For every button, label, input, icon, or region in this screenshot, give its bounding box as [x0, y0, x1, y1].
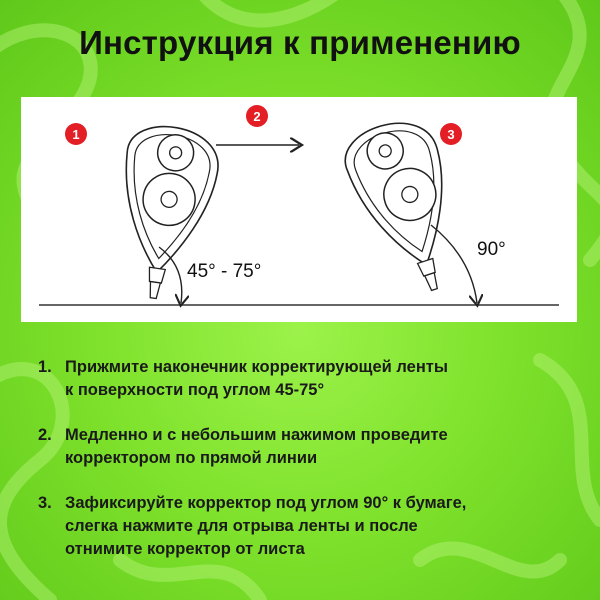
page-title: Инструкция к применению [79, 24, 521, 61]
instruction-diagram [21, 97, 577, 322]
angle-label-2: 90° [477, 239, 506, 260]
angle-label-1: 45° - 75° [187, 261, 262, 282]
svg-text:3: 3 [447, 127, 455, 142]
step-1 [38, 356, 578, 402]
step-text: Зафиксируйте корректор под углом 90° к бумаге, слегка нажмите для отрыва ленты и после отнимите корректор от листа [65, 494, 467, 558]
step-number: 3. [38, 494, 52, 512]
instruction-steps [38, 356, 578, 583]
step-badge-1 [65, 123, 87, 145]
step-badge-2 [246, 105, 268, 127]
step-number: 1. [38, 358, 52, 376]
step-2 [38, 424, 578, 470]
step-3 [38, 492, 578, 561]
svg-text:1: 1 [72, 127, 80, 142]
angle-arc-2 [431, 225, 477, 303]
svg-text:2: 2 [253, 109, 261, 124]
step-badge-3 [440, 123, 462, 145]
step-text: Медленно и с небольшим нажимом проведите корректором по прямой линии [65, 426, 448, 467]
step-text: Прижмите наконечник корректирующей ленты к поверхности под углом 45-75° [65, 358, 448, 399]
step-number: 2. [38, 426, 52, 444]
